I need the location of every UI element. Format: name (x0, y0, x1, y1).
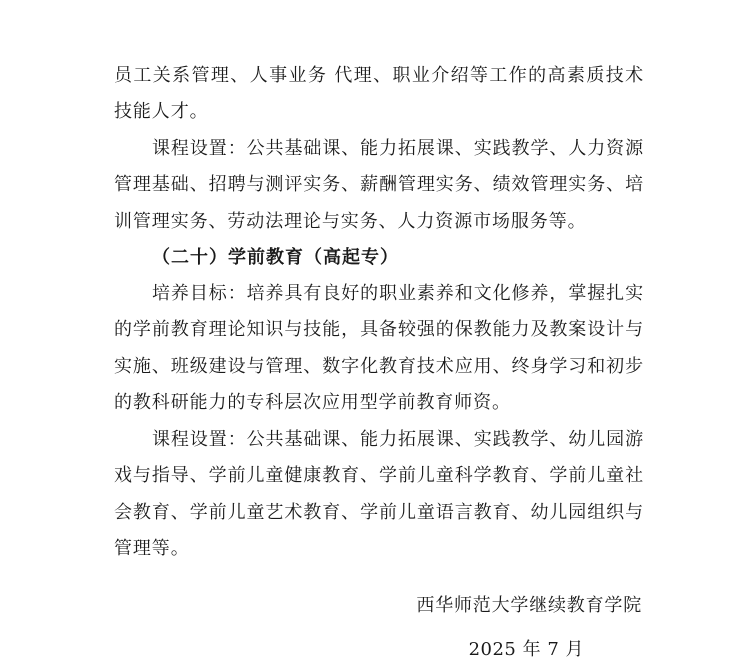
paragraph-employee-relations: 员工关系管理、人事业务 代理、职业介绍等工作的高素质技术技能人才。 (114, 65, 644, 123)
signature-organization: 西华师范大学继续教育学院 (416, 595, 642, 616)
section-heading-preschool: （二十）学前教育（高起专） (152, 247, 399, 268)
paragraph-training-goal: 培养目标：培养具有良好的职业素养和文化修养，掌握扎实的学前教育理论知识与技能，具备较强的保教能力及教案设计与实施、班级建设与管理、数字化教育技术应用、终身学习和初步的教科研能力的专科层次应用型学前教育师资。 (114, 283, 644, 414)
paragraph-preschool-courses: 课程设置：公共基础课、能力拓展课、实践教学、幼儿园游戏与指导、学前儿童健康教育、学前儿童科学教育、学前儿童社会教育、学前儿童艺术教育、学前儿童语言教育、幼儿园组织与管理等。 (114, 429, 644, 560)
paragraph-hr-courses: 课程设置：公共基础课、能力拓展课、实践教学、人力资源管理基础、招聘与测评实务、薪酬管理实务、绩效管理实务、培训管理实务、劳动法理论与实务、人力资源市场服务等。 (114, 138, 644, 232)
signature-date: 2025 年 7 月 (468, 639, 584, 660)
